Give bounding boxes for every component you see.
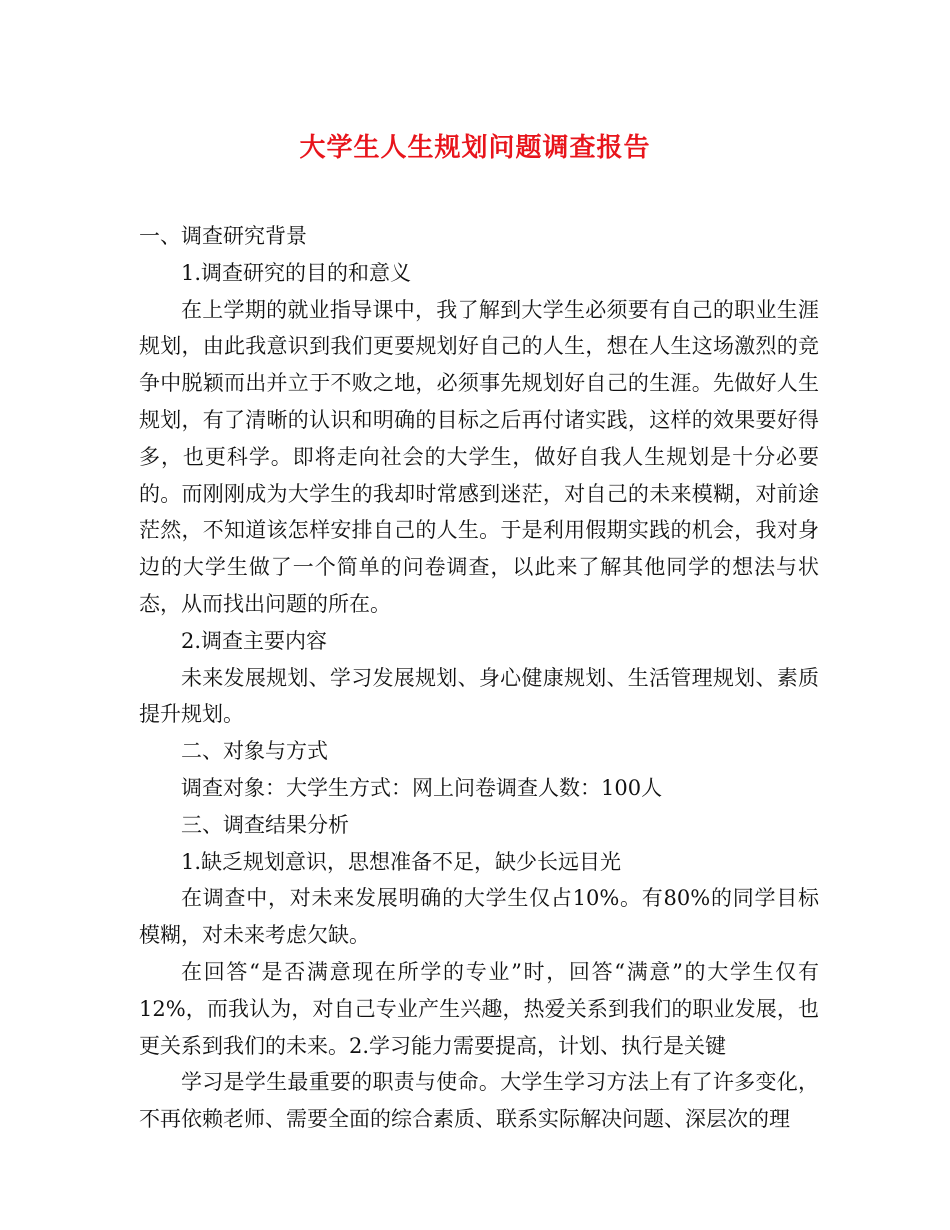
paragraph-major-satisfaction: 在回答“是否满意现在所学的专业”时，回答“满意”的大学生仅有12%，而我认为，对自己专业产生兴趣，热爱关系到我们的职业发展，也更关系到我们的未来。2.学习能力需要提高，计划、执行是关键 [139, 959, 819, 1058]
subheading-main-content: 2.调查主要内容 [181, 628, 328, 653]
section-heading-background: 一、调查研究背景 [139, 224, 307, 248]
subheading-purpose: 1.调查研究的目的和意义 [181, 260, 412, 285]
document-title: 大学生人生规划问题调查报告 [299, 133, 651, 163]
subheading-lack-of-planning: 1.缺乏规划意识，思想准备不足，缺少长远目光 [181, 849, 622, 874]
paragraph-survey-objects: 调查对象：大学生方式：网上问卷调查人数：100人 [181, 775, 663, 800]
paragraph-learning: 学习是学生最重要的职责与使命。大学生学习方法上有了许多变化，不再依赖老师、需要全面的综合素质、联系实际解决问题、深层次的理 [139, 1070, 819, 1132]
section-heading-objects-methods: 二、对象与方式 [181, 739, 328, 764]
paragraph-purpose-body: 在上学期的就业指导课中，我了解到大学生必须要有自己的职业生涯规划，由此我意识到我们更要规划好自己的人生，想在人生这场激烈的竞争中脱颖而出并立于不败之地，必须事先规划好自己的生涯。先做好人生规划，有了清晰的认识和明确的目标之后再付诸实践，这样的效果要好得多，也更科学。即将走向社会的大学生，做好自我人生规划是十分必要的。而刚刚成为大学生的我却时常感到迷茫，对自己的未来模糊，对前途茫然，不知道该怎样安排自己的人生。于是利用假期实践的机会，我对身边的大学生做了一个简单的问卷调查，以此来了解其他同学的想法与状态，从而找出问题的所在。 [139, 297, 819, 616]
paragraph-main-content-body: 未来发展规划、学习发展规划、身心健康规划、生活管理规划、素质提升规划。 [139, 665, 819, 727]
document-body [139, 218, 819, 1138]
section-heading-results: 三、调查结果分析 [181, 812, 349, 837]
paragraph-survey-stats: 在调查中，对未来发展明确的大学生仅占10%。有80%的同学目标模糊，对未来考虑欠缺。 [139, 886, 819, 948]
